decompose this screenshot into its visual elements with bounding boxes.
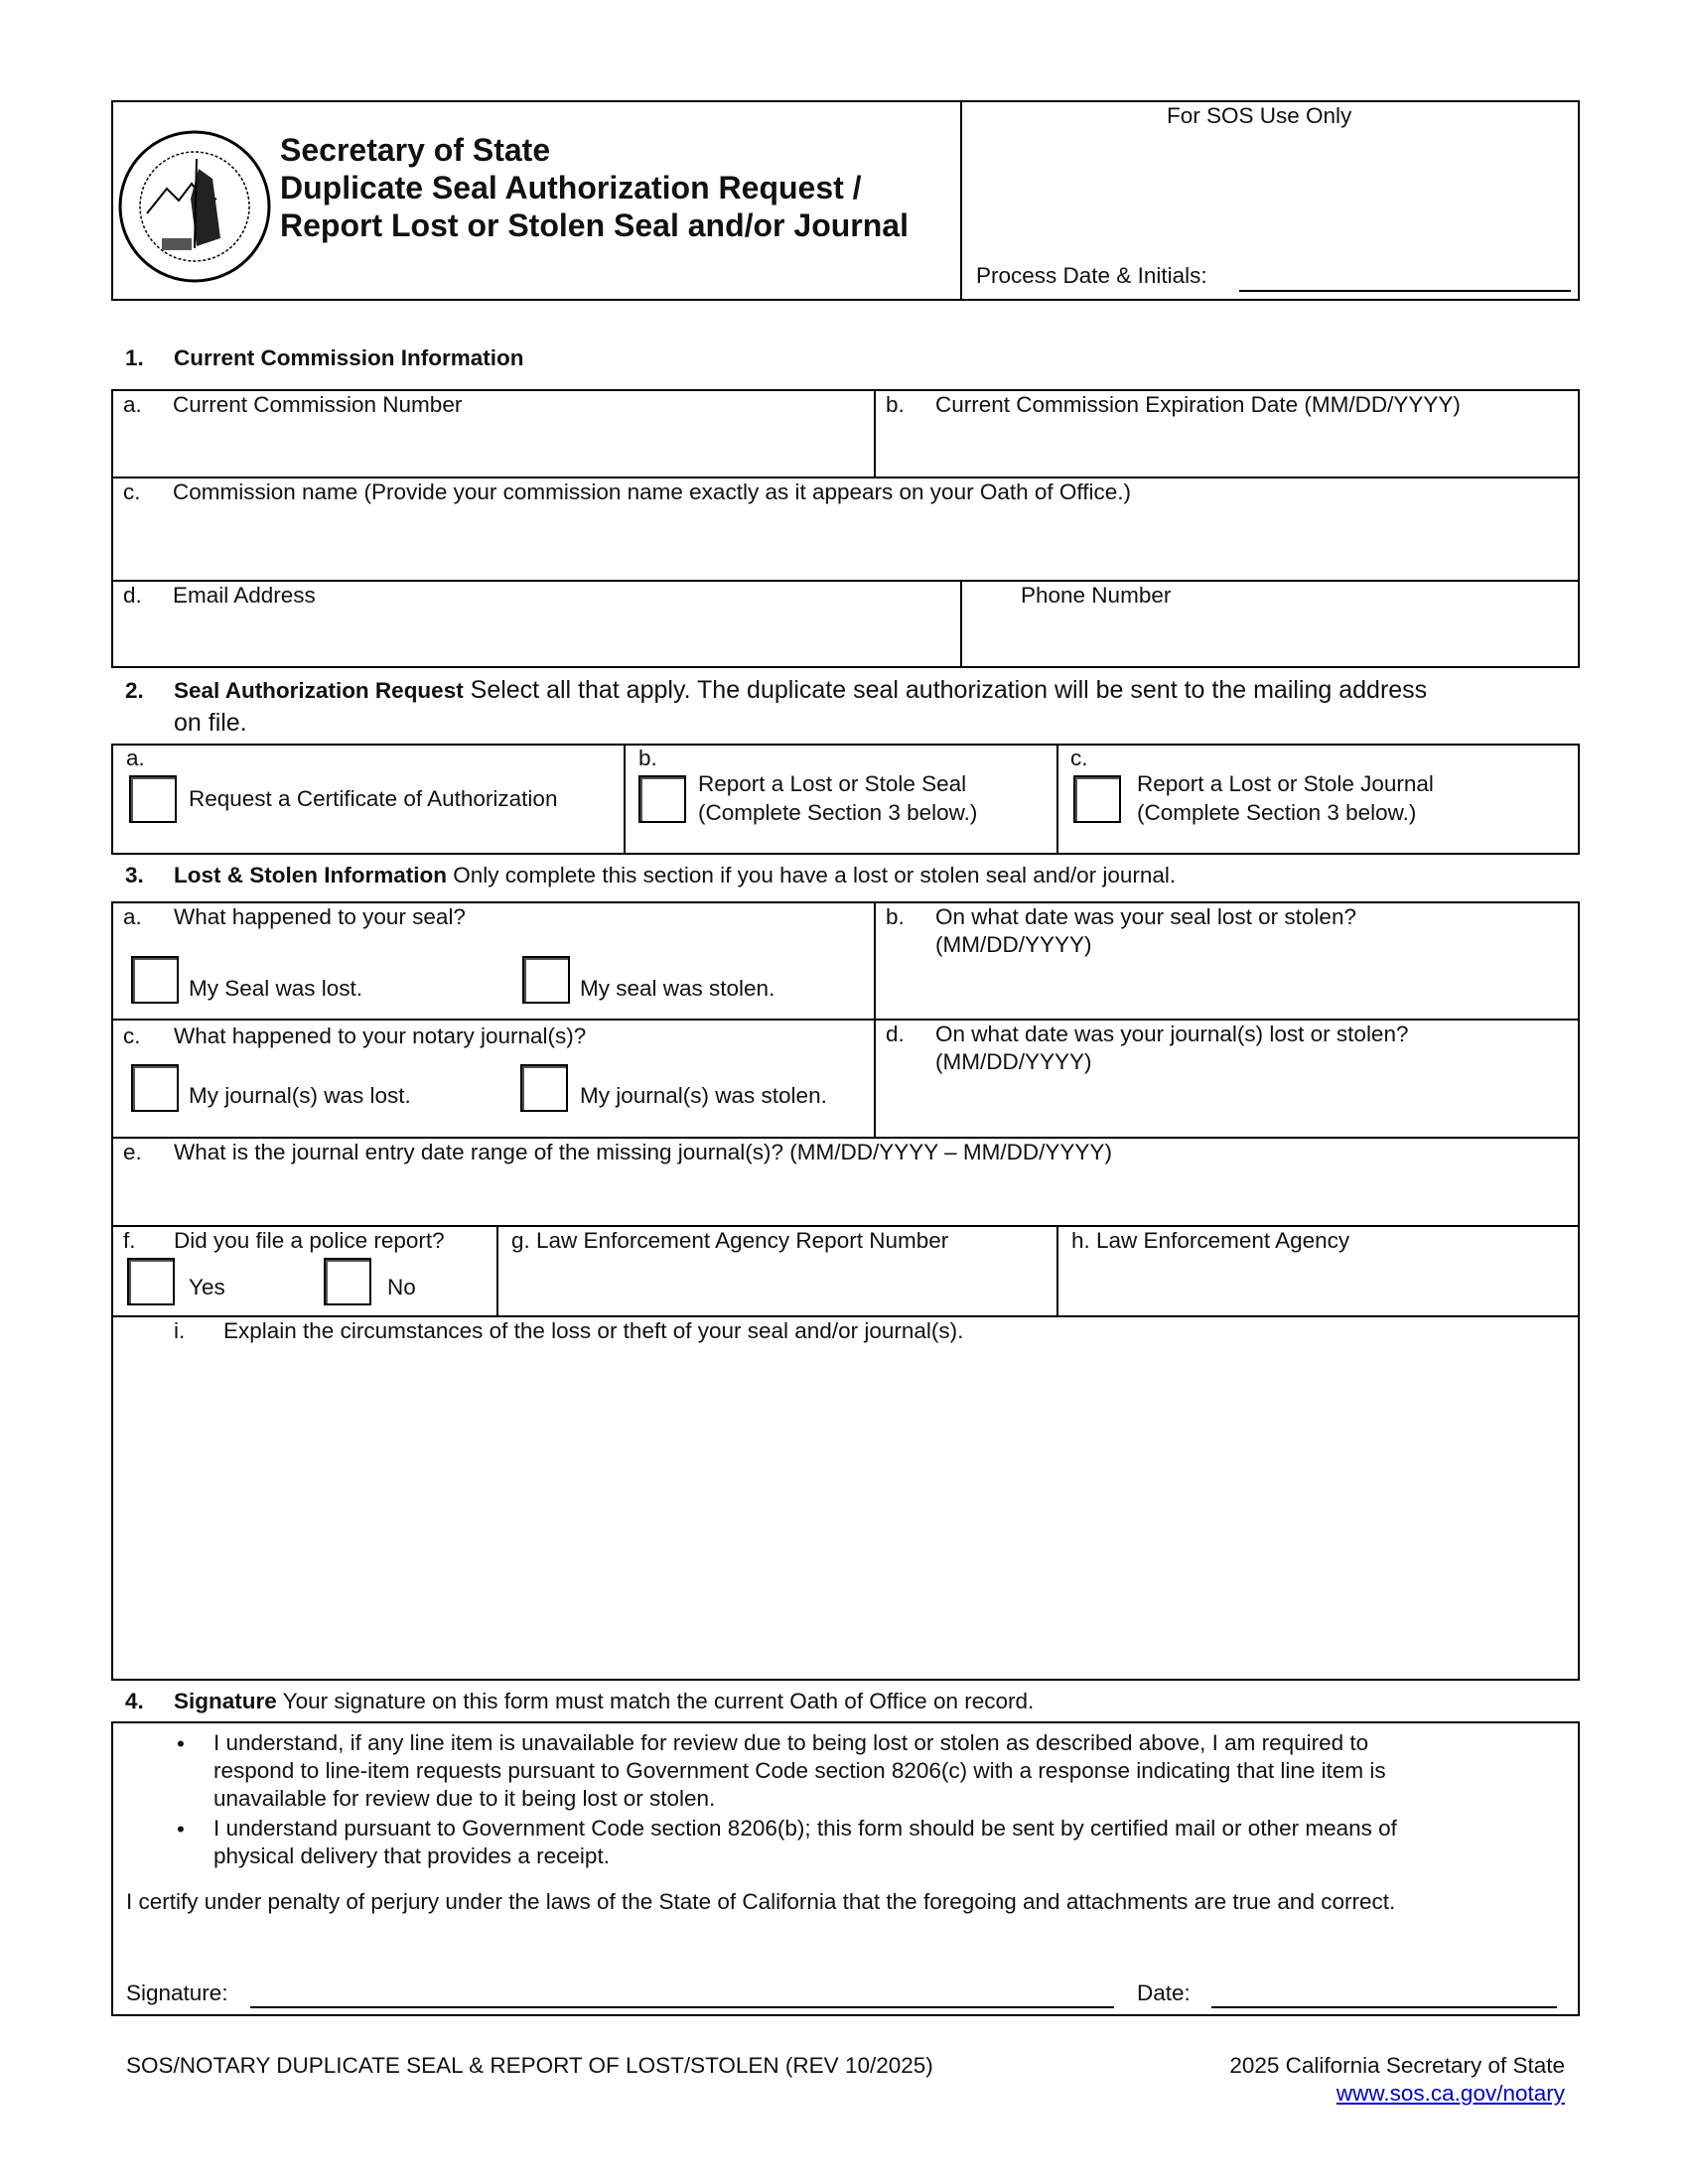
journal-date-range-field[interactable]: e. What is the journal entry date range of the missing journal(s)? (MM/DD/YYYY – MM/DD/YYYY) [123, 1140, 1112, 1164]
lost-journal-checkbox[interactable] [1073, 775, 1121, 823]
section-2-heading: Seal Authorization Request Select all that apply. The duplicate seal authorization will be sent to the mailing address [174, 676, 1428, 704]
expiration-date-field[interactable]: b. Current Commission Expiration Date (MM/DD/YYYY) [876, 391, 1578, 476]
section-number: 4. [125, 1689, 144, 1713]
field-label: What happened to your seal? [174, 904, 466, 929]
divider [960, 100, 962, 301]
section-4-heading: Signature Your signature on this form must match the current Oath of Office on record. [174, 1689, 1035, 1713]
field-label: Phone Number [1021, 583, 1172, 608]
report-number-field[interactable]: g. Law Enforcement Agency Report Number [511, 1228, 949, 1253]
section-number: 2. [125, 678, 144, 703]
sos-use-label: For SOS Use Only [1167, 103, 1352, 128]
signature-field[interactable] [250, 2006, 1114, 2008]
checkbox-label: Request a Certificate of Authorization [189, 786, 558, 811]
seal-lost-date-field[interactable]: b. On what date was your seal lost or stolen? (MM/DD/YYYY) [886, 904, 1356, 957]
lost-seal-checkbox[interactable] [638, 775, 686, 823]
bullet-icon: • [177, 1731, 185, 1756]
form-subtitle: Report Lost or Stolen Seal and/or Journal [280, 207, 909, 243]
certification-statement: I certify under penalty of perjury under the laws of the State of California that the foregoing and attachments are true and correct. [126, 1889, 1396, 1914]
email-field[interactable]: d. Email Address [113, 582, 959, 666]
bullet-icon: • [177, 1817, 185, 1842]
notary-website-link[interactable]: www.sos.ca.gov/notary [1336, 2081, 1565, 2106]
journal-lost-checkbox[interactable] [131, 1064, 179, 1112]
copyright: 2025 California Secretary of State [1229, 2053, 1565, 2078]
section-3-heading: Lost & Stolen Information Only complete this section if you have a lost or stolen seal and/or journal. [174, 863, 1177, 887]
process-date-field[interactable] [1239, 290, 1571, 292]
field-label: Current Commission Number [173, 392, 463, 417]
field-label: Did you file a police report? [174, 1228, 445, 1253]
section-number: 3. [125, 863, 144, 887]
section-number: 1. [125, 345, 144, 370]
phone-field[interactable] [962, 582, 1578, 666]
checkbox-label: Report a Lost or Stole Seal [698, 771, 967, 796]
commission-number-field[interactable]: a. Current Commission Number [113, 391, 873, 476]
date-field[interactable] [1211, 2006, 1557, 2008]
date-label: Date: [1137, 1980, 1191, 2005]
field-label: What happened to your notary journal(s)? [174, 1024, 587, 1048]
commission-name-field[interactable]: c. Commission name (Provide your commission name exactly as it appears on your Oath of Office.) [113, 478, 1578, 578]
certificate-authorization-checkbox[interactable] [129, 775, 177, 823]
field-label: Commission name (Provide your commission name exactly as it appears on your Oath of Office.) [173, 479, 1131, 504]
agency-title: Secretary of State [280, 132, 551, 168]
form-id: SOS/NOTARY DUPLICATE SEAL & REPORT OF LOST/STOLEN (REV 10/2025) [126, 2053, 933, 2078]
journal-lost-date-field[interactable]: d. On what date was your journal(s) lost or stolen? (MM/DD/YYYY) [886, 1022, 1409, 1074]
journal-stolen-checkbox[interactable] [520, 1064, 568, 1112]
seal-lost-checkbox[interactable] [131, 956, 179, 1004]
police-report-yes-checkbox[interactable] [127, 1258, 175, 1305]
police-report-no-checkbox[interactable] [324, 1258, 371, 1305]
process-date-label: Process Date & Initials: [976, 263, 1207, 288]
law-enforcement-agency-field[interactable]: h. Law Enforcement Agency [1071, 1228, 1350, 1253]
form-title: Duplicate Seal Authorization Request / [280, 170, 862, 205]
field-label: Email Address [173, 583, 316, 608]
checkbox-label: Report a Lost or Stole Journal [1137, 771, 1434, 796]
field-label: Current Commission Expiration Date (MM/DD/YYYY) [935, 392, 1461, 417]
california-seal-logo [117, 129, 272, 284]
section-1-title: Current Commission Information [174, 345, 524, 370]
signature-label: Signature: [126, 1980, 228, 2005]
circumstances-textarea[interactable]: i. Explain the circumstances of the loss or theft of your seal and/or journal(s). [174, 1318, 964, 1343]
seal-stolen-checkbox[interactable] [522, 956, 570, 1004]
section-2-text: on file. [174, 709, 247, 737]
